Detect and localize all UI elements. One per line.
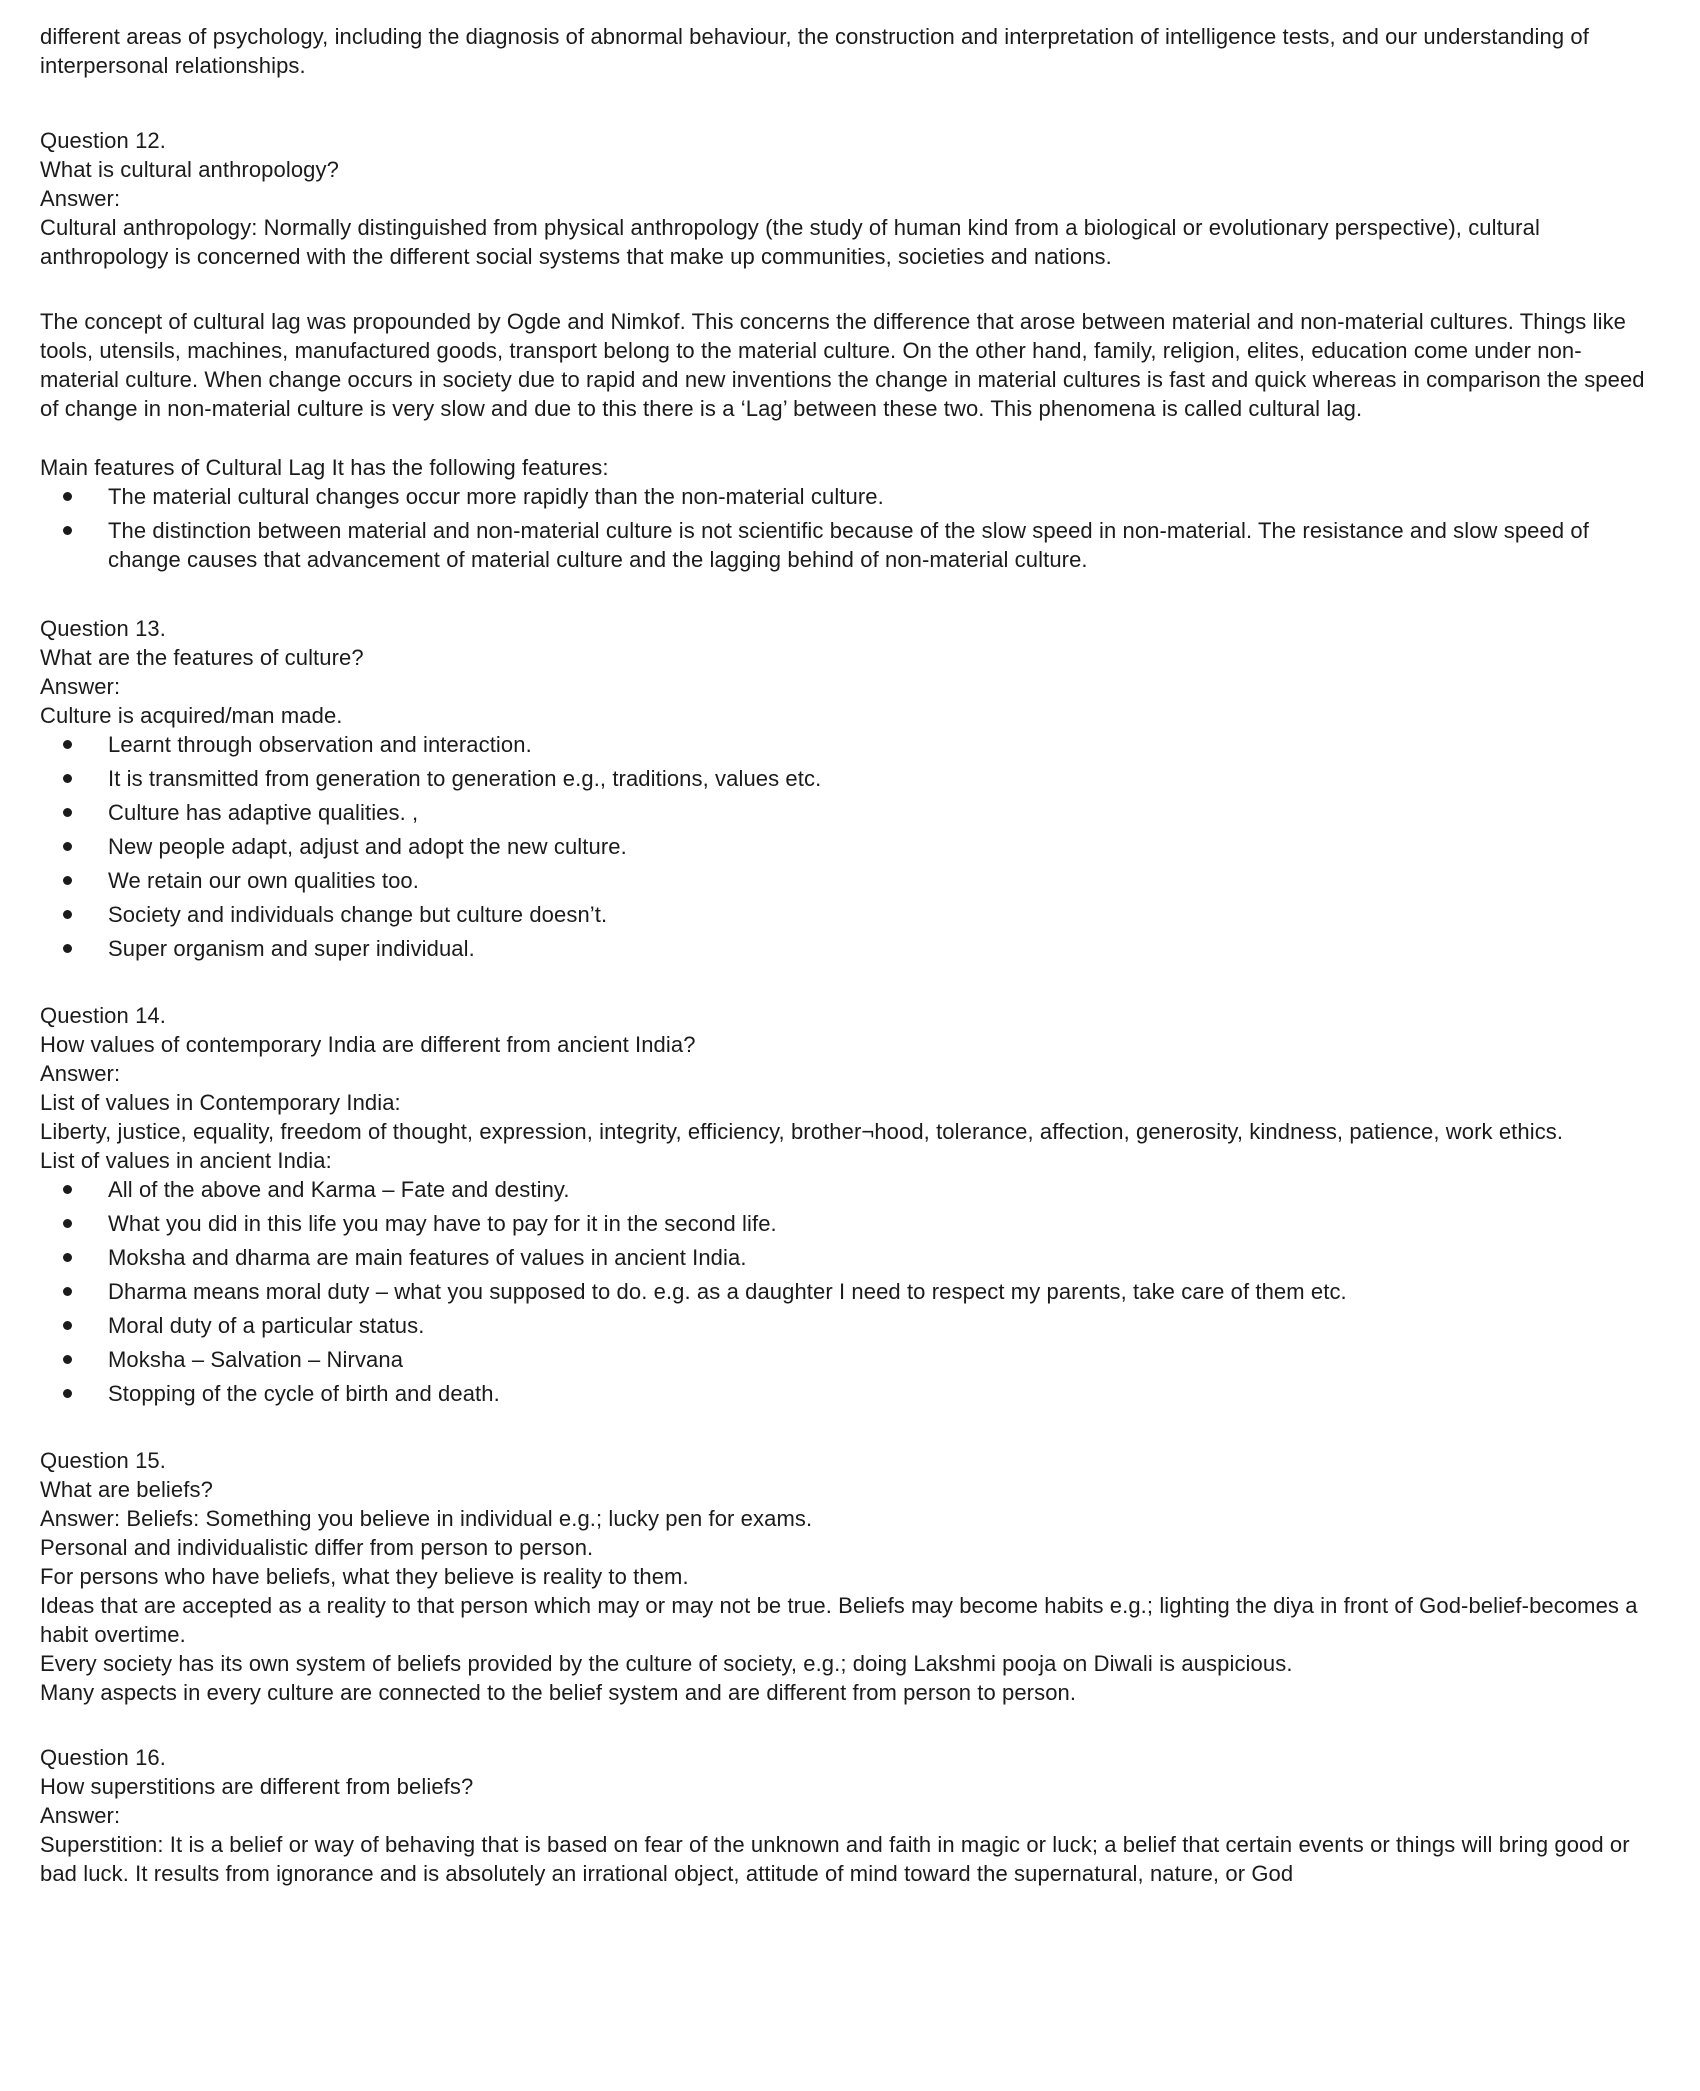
question-15-answer-line: For persons who have beliefs, what they believe is reality to them. xyxy=(40,1564,689,1589)
list-item: Stopping of the cycle of birth and death. xyxy=(40,1379,1660,1408)
question-15-answer-line: Answer: Beliefs: Something you believe in individual e.g.; lucky pen for exams. xyxy=(40,1506,813,1531)
question-15-section xyxy=(40,1446,1660,1707)
list-item: Moksha – Salvation – Nirvana xyxy=(40,1345,1660,1374)
list-item: What you did in this life you may have to pay for it in the second life. xyxy=(40,1209,1660,1238)
question-16-answer-paragraph: Superstition: It is a belief or way of behaving that is based on fear of the unknown and faith in magic or luck; a belief that certain events or things will bring good or bad luck. It results from ignorance and is absolutely an irrational object, attitude of mind toward the supernatural, nature, or God xyxy=(40,1832,1630,1886)
cultural-lag-paragraph: The concept of cultural lag was propounded by Ogde and Nimkof. This concerns the difference that arose between material and non-material cultures. Things like tools, utensils, machines, manufactured goods, transport belong to the material culture. On the other hand, family, religion, elites, education come under non-material culture. When change occurs in society due to rapid and new inventions the change in material cultures is fast and quick whereas in comparison the speed of change in non-material culture is very slow and due to this there is a ‘Lag’ between these two. This phenomena is called cultural lag. xyxy=(40,309,1645,421)
list-item: The distinction between material and non-material culture is not scientific because of the slow speed in non-material. The resistance and slow speed of change causes that advancement of material culture and the lagging behind of non-material culture. xyxy=(40,516,1660,574)
list-item: Learnt through observation and interaction. xyxy=(40,730,1660,759)
question-12-answer-label: Answer: xyxy=(40,186,121,211)
question-12-answer-paragraph: Cultural anthropology: Normally distinguished from physical anthropology (the study of human kind from a biological or evolutionary perspective), cultural anthropology is concerned with the different social systems that make up communities, societies and nations. xyxy=(40,215,1540,269)
question-15-answer-line: Every society has its own system of beliefs provided by the culture of society, e.g.; doing Lakshmi pooja on Diwali is auspicious. xyxy=(40,1651,1293,1676)
list-item: Dharma means moral duty – what you supposed to do. e.g. as a daughter I need to respect my parents, take care of them etc. xyxy=(40,1277,1660,1306)
question-14-answer-label: Answer: xyxy=(40,1061,121,1086)
question-12-heading: Question 12. xyxy=(40,128,166,153)
question-15-text: What are beliefs? xyxy=(40,1477,213,1502)
question-14-text: How values of contemporary India are different from ancient India? xyxy=(40,1032,696,1057)
question-15-heading: Question 15. xyxy=(40,1448,166,1473)
list-item: It is transmitted from generation to generation e.g., traditions, values etc. xyxy=(40,764,1660,793)
cultural-lag-features-list xyxy=(40,482,1660,574)
list-item: Society and individuals change but culture doesn’t. xyxy=(40,900,1660,929)
question-14-heading: Question 14. xyxy=(40,1003,166,1028)
list-item: Moral duty of a particular status. xyxy=(40,1311,1660,1340)
cultural-lag-features-intro: Main features of Cultural Lag It has the following features: xyxy=(40,455,609,480)
question-16-text: How superstitions are different from beliefs? xyxy=(40,1774,474,1799)
ancient-values-list xyxy=(40,1175,1660,1408)
list-item: New people adapt, adjust and adopt the new culture. xyxy=(40,832,1660,861)
list-item: Super organism and super individual. xyxy=(40,934,1660,963)
question-13-heading: Question 13. xyxy=(40,616,166,641)
contemporary-values-paragraph: Liberty, justice, equality, freedom of thought, expression, integrity, efficiency, brother¬hood, tolerance, affection, generosity, kindness, patience, work ethics. xyxy=(40,1119,1564,1144)
list-item: All of the above and Karma – Fate and destiny. xyxy=(40,1175,1660,1204)
question-12-section xyxy=(40,126,1660,574)
contemporary-values-label: List of values in Contemporary India: xyxy=(40,1090,401,1115)
question-13-text: What are the features of culture? xyxy=(40,645,364,670)
question-16-section xyxy=(40,1743,1660,1888)
question-16-answer-label: Answer: xyxy=(40,1803,121,1828)
question-16-heading: Question 16. xyxy=(40,1745,166,1770)
question-13-answer-label: Answer: xyxy=(40,674,121,699)
list-item: We retain our own qualities too. xyxy=(40,866,1660,895)
list-item: The material cultural changes occur more rapidly than the non-material culture. xyxy=(40,482,1660,511)
question-15-answer-line: Ideas that are accepted as a reality to that person which may or may not be true. Beliefs may become habits e.g.; lighting the diya in front of God-belief-becomes a habit overtime. xyxy=(40,1593,1638,1647)
question-15-answer-line: Many aspects in every culture are connected to the belief system and are different from person to person. xyxy=(40,1680,1077,1705)
question-15-answer-line: Personal and individualistic differ from person to person. xyxy=(40,1535,594,1560)
question-14-section xyxy=(40,1001,1660,1408)
question-13-section xyxy=(40,614,1660,963)
culture-features-list xyxy=(40,730,1660,963)
list-item: Culture has adaptive qualities. , xyxy=(40,798,1660,827)
question-12-text: What is cultural anthropology? xyxy=(40,157,339,182)
ancient-values-label: List of values in ancient India: xyxy=(40,1148,332,1173)
intro-paragraph: different areas of psychology, including the diagnosis of abnormal behaviour, the construction and interpretation of intelligence tests, and our understanding of interpersonal relationships. xyxy=(40,24,1589,78)
question-13-answer-intro: Culture is acquired/man made. xyxy=(40,703,343,728)
list-item: Moksha and dharma are main features of values in ancient India. xyxy=(40,1243,1660,1272)
